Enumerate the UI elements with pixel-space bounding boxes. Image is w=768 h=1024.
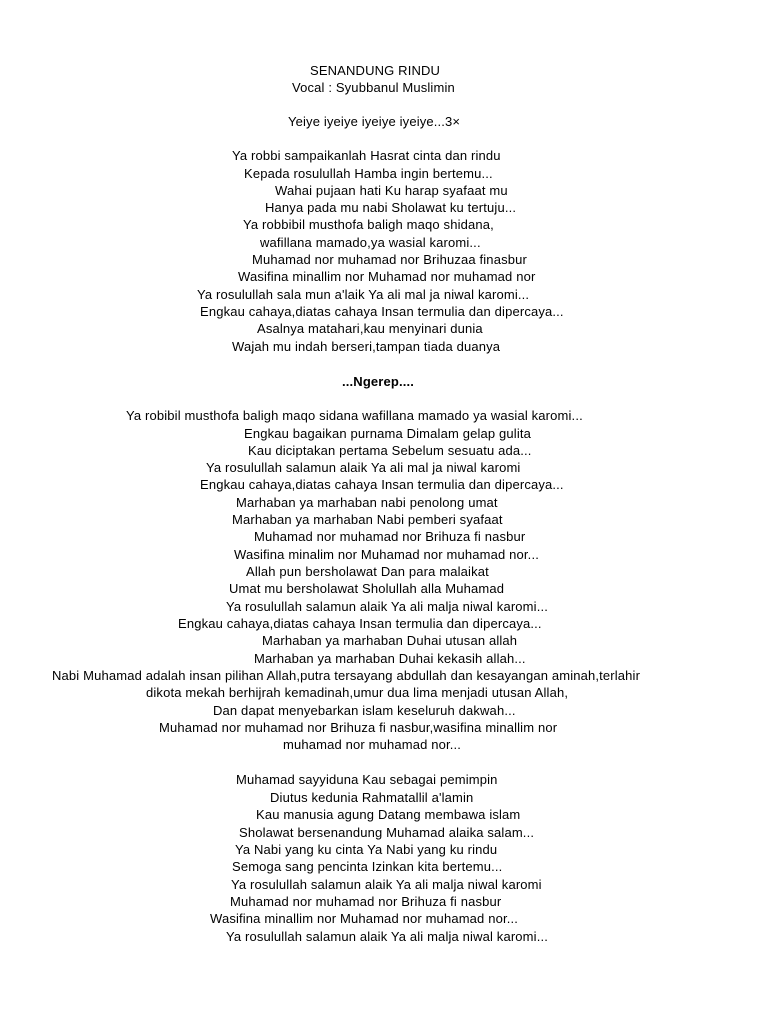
lyric-line: Ya rosulullah salamun alaik Ya ali malja niwal karomi... — [226, 929, 548, 944]
lyric-line: Muhamad sayyiduna Kau sebagai pemimpin — [236, 772, 498, 787]
lyric-line: Ya robbi sampaikanlah Hasrat cinta dan rindu — [232, 148, 501, 163]
lyric-line: Wasifina minalim nor Muhamad nor muhamad nor... — [234, 547, 539, 562]
lyric-line: Semoga sang pencinta Izinkan kita bertemu... — [232, 859, 503, 874]
lyric-line: Ya robbibil musthofa baligh maqo shidana, — [243, 217, 494, 232]
lyric-line: Wajah mu indah berseri,tampan tiada duanya — [232, 339, 501, 354]
lyric-line: Marhaban ya marhaban nabi penolong umat — [236, 495, 498, 510]
section-label: ...Ngerep.... — [342, 374, 415, 389]
lyric-line: Marhaban ya marhaban Duhai utusan allah — [262, 633, 518, 648]
lyric-line: wafillana mamado,ya wasial karomi... — [260, 235, 481, 250]
lyric-line: Ya robibil musthofa baligh maqo sidana wafillana mamado ya wasial karomi... — [126, 408, 583, 423]
lyric-line: Kau diciptakan pertama Sebelum sesuatu ada... — [248, 443, 532, 458]
lyric-line: Engkau cahaya,diatas cahaya Insan termulia dan dipercaya... — [178, 616, 542, 631]
lyric-line: Ya rosulullah sala mun a'laik Ya ali mal ja niwal karomi... — [197, 287, 530, 302]
lyric-line: Wasifina minallim nor Muhamad nor muhamad nor... — [210, 911, 519, 926]
lyric-line: Ya rosulullah salamun alaik Ya ali malja niwal karomi... — [226, 599, 548, 614]
lyric-line: Ya rosulullah salamun alaik Ya ali malja niwal karomi — [231, 877, 542, 892]
lyric-line: Dan dapat menyebarkan islam keseluruh dakwah... — [213, 703, 516, 718]
lyric-line: Umat mu bersholawat Sholullah alla Muhamad — [229, 581, 505, 596]
lyric-line: Nabi Muhamad adalah insan pilihan Allah,putra tersayang abdullah dan kesayangan aminah,terlahir — [52, 668, 641, 683]
lyric-line: Muhamad nor muhamad nor Brihuza fi nasbur — [230, 894, 502, 909]
lyric-line: Muhamad nor muhamad nor Brihuza fi nasbur — [254, 529, 526, 544]
lyric-line: Wasifina minallim nor Muhamad nor muhamad nor — [238, 269, 536, 284]
intro-line: Yeiye iyeiye iyeiye iyeiye...3× — [288, 114, 461, 129]
lyric-line: dikota mekah berhijrah kemadinah,umur dua lima menjadi utusan Allah, — [146, 685, 569, 700]
lyric-line: Hanya pada mu nabi Sholawat ku tertuju... — [265, 200, 517, 215]
lyric-line: Ya rosulullah salamun alaik Ya ali mal ja niwal karomi — [206, 460, 521, 475]
lyric-line: Engkau bagaikan purnama Dimalam gelap gulita — [244, 426, 531, 441]
lyric-line: Wahai pujaan hati Ku harap syafaat mu — [275, 183, 508, 198]
lyric-line: Sholawat bersenandung Muhamad alaika salam... — [239, 825, 535, 840]
vocal-credit: Vocal : Syubbanul Muslimin — [292, 80, 455, 95]
lyric-line: Marhaban ya marhaban Duhai kekasih allah... — [254, 651, 526, 666]
lyric-line: Engkau cahaya,diatas cahaya Insan termulia dan dipercaya... — [200, 304, 564, 319]
song-title: SENANDUNG RINDU — [310, 63, 441, 78]
lyric-line: Kau manusia agung Datang membawa islam — [256, 807, 521, 822]
lyric-line: Muhamad nor muhamad nor Brihuzaa finasbur — [252, 252, 527, 267]
lyric-line: Marhaban ya marhaban Nabi pemberi syafaat — [232, 512, 503, 527]
lyric-line: Ya Nabi yang ku cinta Ya Nabi yang ku rindu — [235, 842, 498, 857]
lyric-line: Muhamad nor muhamad nor Brihuza fi nasbur,wasifina minallim nor — [159, 720, 558, 735]
lyric-line: Allah pun bersholawat Dan para malaikat — [246, 564, 489, 579]
lyric-line: Kepada rosulullah Hamba ingin bertemu... — [244, 166, 493, 181]
lyric-line: muhamad nor muhamad nor... — [283, 737, 462, 752]
lyric-line: Asalnya matahari,kau menyinari dunia — [257, 321, 483, 336]
lyric-line: Engkau cahaya,diatas cahaya Insan termulia dan dipercaya... — [200, 477, 564, 492]
lyric-line: Diutus kedunia Rahmatallil a'lamin — [270, 790, 474, 805]
